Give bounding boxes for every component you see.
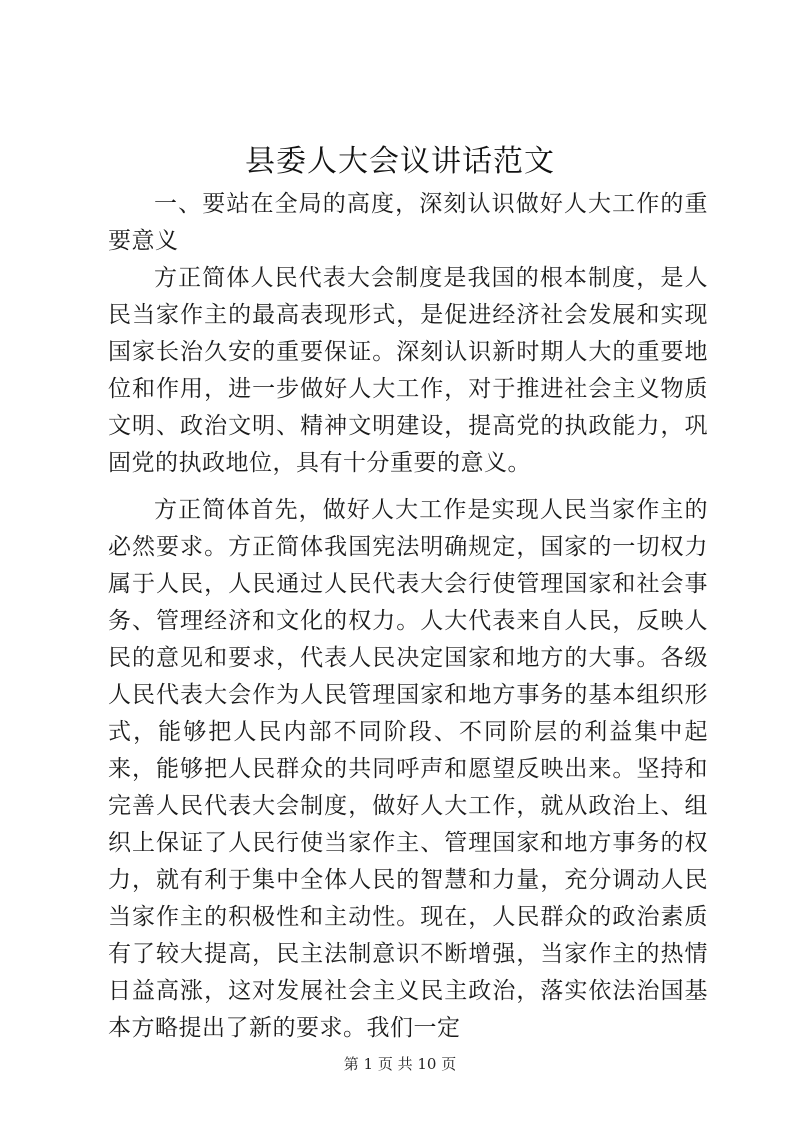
document-body: [108, 186, 708, 1047]
paragraph: 方正简体首先，做好人大工作是实现人民当家作主的必然要求。方正简体我国宪法明确规定，国家的一切权力属于人民，人民通过人民代表大会行使管理国家和社会事务、管理经济和文化的权力。人大代表来自人民，反映人民的意见和要求，代表人民决定国家和地方的大事。各级人民代表大会作为人民管理国家和地方事务的基本组织形式，能够把人民内部不同阶段、不同阶层的利益集中起来，能够把人民群众的共同呼声和愿望反映出来。坚持和完善人民代表大会制度，做好人大工作，就从政治上、组织上保证了人民行使当家作主、管理国家和地方事务的权力，就有利于集中全体人民的智慧和力量，充分调动人民当家作主的积极性和主动性。现在，人民群众的政治素质有了较大提高，民主法制意识不断增强，当家作主的热情日益高涨，这对发展社会主义民主政治，落实依法治国基本方略提出了新的要求。我们一定: [108, 497, 708, 1041]
page-number: 第 1 页 共 10 页: [343, 1055, 457, 1073]
section-heading: 一、要站在全局的高度，深刻认识做好人大工作的重要意义: [108, 191, 708, 254]
paragraph: 方正简体人民代表大会制度是我国的根本制度，是人民当家作主的最高表现形式，是促进经济社会发展和实现国家长治久安的重要保证。深刻认识新时期人大的重要地位和作用，进一步做好人大工作，对于推进社会主义物质文明、政治文明、精神文明建设，提高党的执政能力，巩固党的执政地位，具有十分重要的意义。: [108, 265, 708, 476]
document-title: 县委人大会议讲话范文: [245, 144, 555, 179]
